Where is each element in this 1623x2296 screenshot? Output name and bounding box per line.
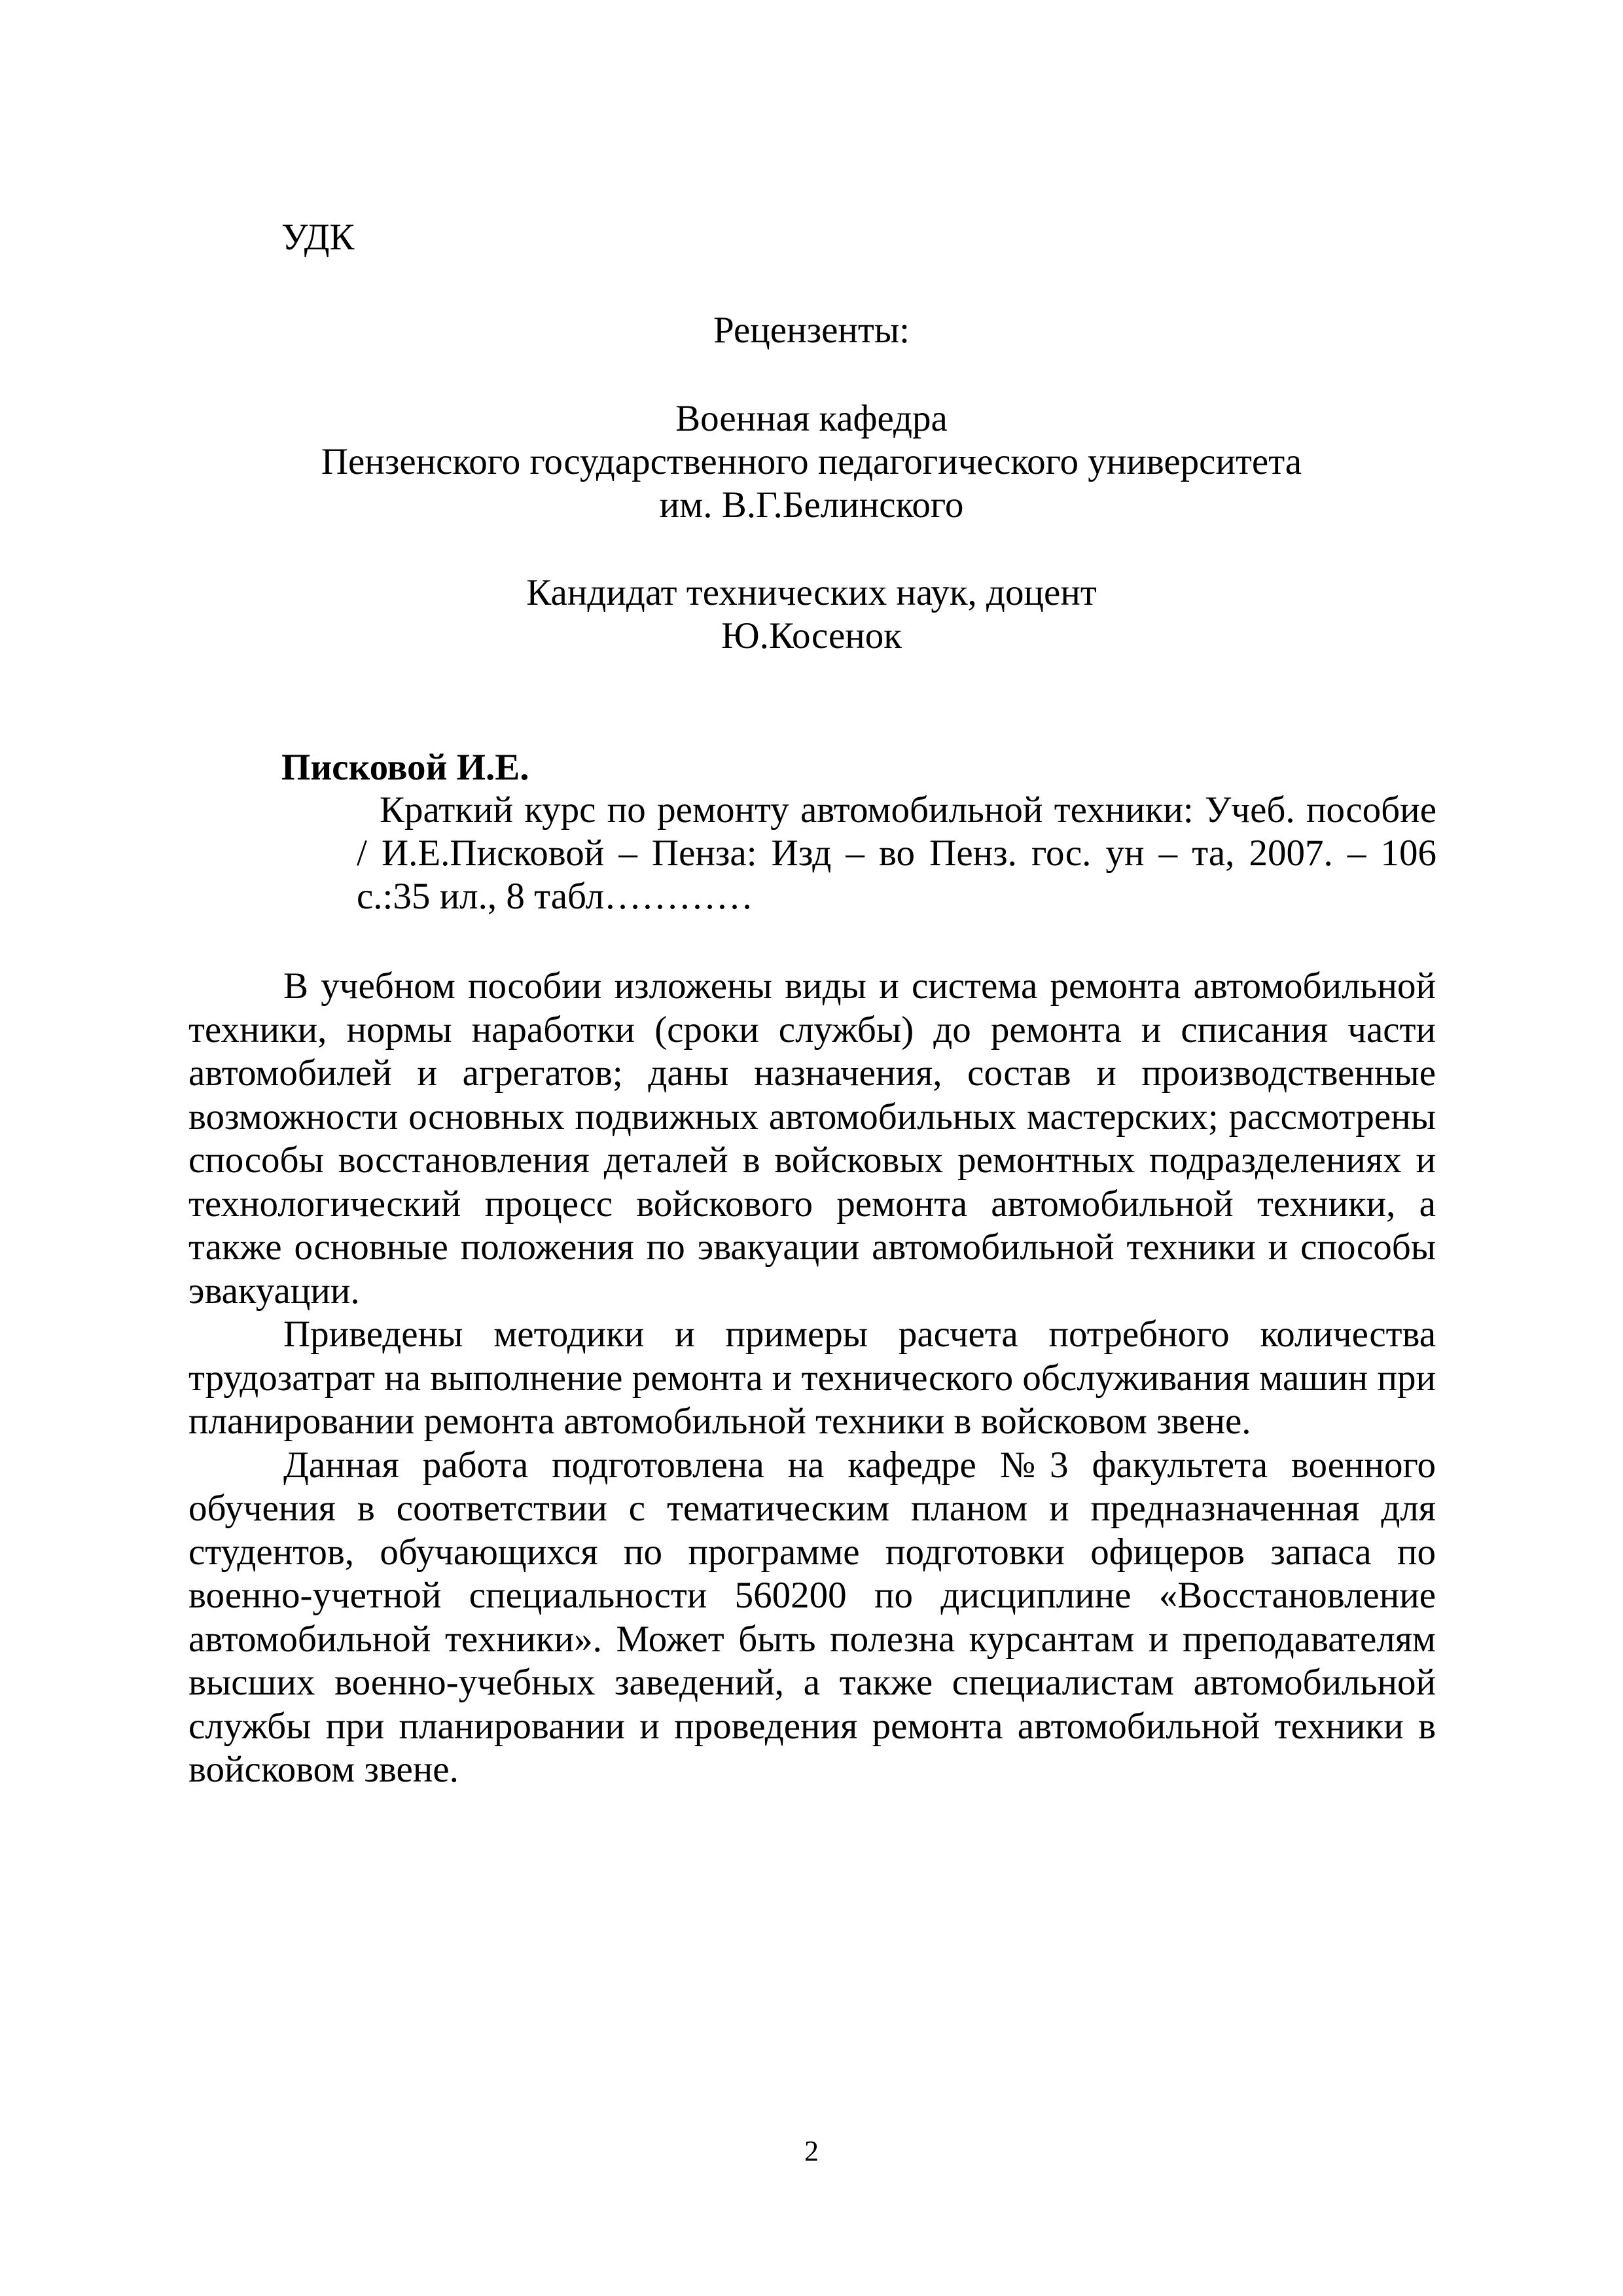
- bibliographic-citation: Краткий курс по ремонту автомобильной техники: Учеб. пособие / И.Е.Писковой – Пенза: Изд – во Пенз. гос. ун – та, 2007. – 106 с.:35 ил., 8 табл…………: [357, 789, 1436, 917]
- abstract: [188, 965, 1436, 1792]
- reviewer-institution-line: Военная кафедра: [675, 398, 948, 439]
- reviewer-institution-line: им. В.Г.Белинского: [659, 484, 964, 526]
- reviewer-institution: [0, 397, 1623, 527]
- reviewer-person-name: Ю.Косенок: [721, 615, 902, 656]
- reviewer-person-title: Кандидат технических наук, доцент: [526, 572, 1097, 613]
- reviewers-heading: Рецензенты:: [713, 310, 910, 351]
- abstract-paragraph: Данная работа подготовлена на кафедре №3 факультета военного обучения в соответствии с тематическим планом и предназначенная для студентов, обучающихся по программе подготовки офицеров запаса по военно-учетной специальности 560200 по дисциплине «Восстановление автомобильной техники». Может быть полезна курсантам и преподавателям высших военно-учебных заведений, а также специалистам автомобильной службы при планировании и проведения ремонта автомобильной техники в войсковом звене.: [188, 1444, 1436, 1790]
- udk-label: УДК: [281, 217, 355, 258]
- abstract-paragraph: Приведены методики и примеры расчета потребного количества трудозатрат на выполнение ремонта и технического обслуживания машин при планировании ремонта автомобильной техники в войсковом звене.: [188, 1314, 1436, 1442]
- reviewer-institution-line: Пензенского государственного педагогического университета: [321, 441, 1302, 482]
- abstract-paragraph: В учебном пособии изложены виды и система ремонта автомобильной техники, нормы наработки (сроки службы) до ремонта и списания части автомобилей и агрегатов; даны назначения, состав и производственные возможности основных подвижных автомобильных мастерских; рассмотрены способы восстановления деталей в войсковых ремонтных подразделениях и технологический процесс войскового ремонта автомобильной техники, а также основные положения по эвакуации автомобильной техники и способы эвакуации.: [188, 965, 1436, 1312]
- author-name: Писковой И.Е.: [281, 747, 529, 788]
- page-number: 2: [804, 2135, 819, 2167]
- reviewer-person: [0, 571, 1623, 658]
